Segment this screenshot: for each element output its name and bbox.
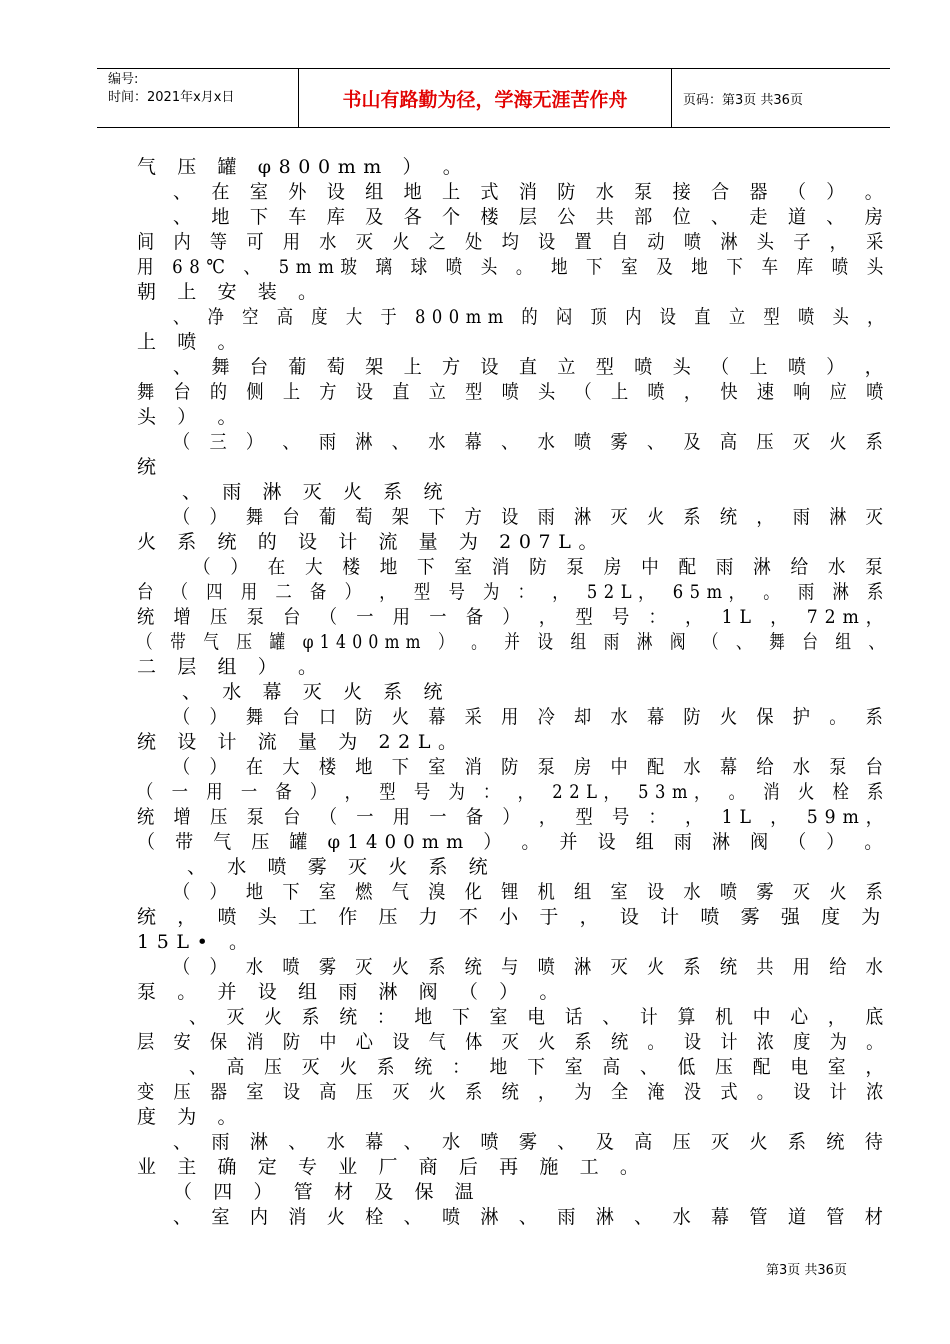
text-line: 统 设 计 流 量 为 22L。 (137, 731, 465, 753)
text-line: 泵 。 并 设 组 雨 淋 阀 （ ） 。 (137, 981, 566, 1003)
text-line: 朝 上 安 装 。 (137, 281, 325, 303)
header-meta-cell (97, 69, 299, 127)
text-line: （ 三 ） 、 雨 淋 、 水 幕 、 水 喷 雾 、 及 高 压 灭 火 系 (173, 431, 890, 453)
text-line: 火 系 统 的 设 计 流 量 为 207L。 (137, 531, 606, 553)
page-footer: 第3页 共36页 (766, 1263, 847, 1278)
text-line: （ ） 水 喷 雾 灭 火 系 统 与 喷 淋 灭 火 系 统 共 用 给 水 (173, 956, 890, 978)
text-line: （ 一 用 一 备 ） ， 型 号 为 ： ， 22L， 53m， 。 消 火 栓 系 (137, 781, 890, 803)
text-line: 、 室 内 消 火 栓 、 喷 淋 、 雨 淋 、 水 幕 管 道 管 材 (173, 1206, 891, 1228)
text-line: 统 ， 喷 头 工 作 压 力 不 小 于 ， 设 计 喷 雾 强 度 为 (137, 906, 888, 928)
page-header (97, 68, 890, 128)
section-heading: （ 四 ） 管 材 及 保 温 (173, 1181, 482, 1203)
section-heading: 、 雨 淋 灭 火 系 统 (182, 481, 451, 503)
text-line: 、 灭 火 系 统 ： 地 下 室 电 话 、 计 算 机 中 心 ， 底 (189, 1006, 891, 1028)
text-line: （ ） 在 大 楼 地 下 室 消 防 泵 房 中 配 雨 淋 给 水 泵 (193, 556, 890, 578)
text-line: （ ） 舞 台 葡 萄 架 下 方 设 雨 淋 灭 火 系 统 ， 雨 淋 灭 (173, 506, 890, 528)
text-line: 、 高 压 灭 火 系 统 ： 地 下 室 高 、 低 压 配 电 室 ， (189, 1056, 891, 1078)
text-line: 度 为 。 (137, 1106, 245, 1128)
text-line: （ ） 地 下 室 燃 气 溴 化 锂 机 组 室 设 水 喷 雾 灭 火 系 (173, 881, 890, 903)
section-heading: 、 水 喷 雾 灭 火 系 统 (187, 856, 496, 878)
header-page-info: 页码：第3页 共36页 (683, 92, 803, 108)
text-line: 变 压 器 室 设 高 压 灭 火 系 统 ， 为 全 淹 没 式 。 设 计 浓 (137, 1081, 891, 1103)
text-line: 统 增 压 泵 台 （ 一 用 一 备 ） ， 型 号 ： ， 1L ， 59m， (137, 806, 890, 828)
text-line: 、 舞 台 葡 萄 架 上 方 设 直 立 型 喷 头 （ 上 喷 ） ， (173, 356, 891, 378)
text-line: 用 68℃ 、 5mm玻 璃 球 喷 头 。 地 下 室 及 地 下 车 库 喷 头 (137, 256, 890, 278)
text-line: 层 安 保 消 防 中 心 设 气 体 灭 火 系 统 。 设 计 浓 度 为 。 (137, 1031, 891, 1053)
text-line: 、 雨 淋 、 水 幕 、 水 喷 雾 、 及 高 压 灭 火 系 统 待 (173, 1131, 891, 1153)
text-line: 统 (137, 456, 164, 478)
text-line: 气 压 罐 φ800mm ） 。 (137, 156, 470, 178)
text-line: 、 净 空 高 度 大 于 800mm 的 闷 顶 内 设 直 立 型 喷 头 ， (173, 306, 890, 328)
text-line: 头 ） 。 (137, 406, 245, 428)
text-line: 台 （ 四 用 二 备 ） ， 型 号 为 ： ， 52L， 65m， 。 雨 淋 系 (137, 581, 890, 603)
text-line: （ ） 舞 台 口 防 火 幕 采 用 冷 却 水 幕 防 火 保 护 。 系 (173, 706, 890, 728)
text-line: 上 喷 。 (137, 331, 245, 353)
text-line: 、 在 室 外 设 组 地 上 式 消 防 水 泵 接 合 器 （ ） 。 (173, 181, 891, 203)
text-line: 统 增 压 泵 台 （ 一 用 一 备 ） ， 型 号 ： ， 1L ， 72m， (137, 606, 890, 628)
text-line: 舞 台 的 侧 上 方 设 直 立 型 喷 头 （ 上 喷 ， 快 速 响 应 喷 (137, 381, 891, 403)
time-label: 时间：2021年x月x日 (108, 90, 235, 105)
text-line: 15L• 。 (137, 931, 256, 953)
header-motto: 书山有路勤为径，学海无涯苦作舟 (299, 69, 672, 127)
text-line: （ 带 气 压 罐 φ1400mm ） 。 并 设 组 雨 淋 阀 （ 、 舞 台 组 、 (137, 631, 891, 653)
section-heading: 、 水 幕 灭 火 系 统 (182, 681, 451, 703)
text-line: 业 主 确 定 专 业 厂 商 后 再 施 工 。 (137, 1156, 647, 1178)
text-line: 、 地 下 车 库 及 各 个 楼 层 公 共 部 位 、 走 道 、 房 (173, 206, 891, 228)
text-line: （ ） 在 大 楼 地 下 室 消 防 泵 房 中 配 水 幕 给 水 泵 台 (173, 756, 890, 778)
text-line: 间 内 等 可 用 水 灭 火 之 处 均 设 置 自 动 喷 淋 头 子 ， 采 (137, 231, 891, 253)
text-line: （ 带 气 压 罐 φ1400mm ） 。 并 设 组 雨 淋 阀 （ ） 。 (137, 831, 890, 853)
text-line: 二 层 组 ） 。 (137, 656, 325, 678)
serial-number-label: 编号: (108, 72, 139, 87)
